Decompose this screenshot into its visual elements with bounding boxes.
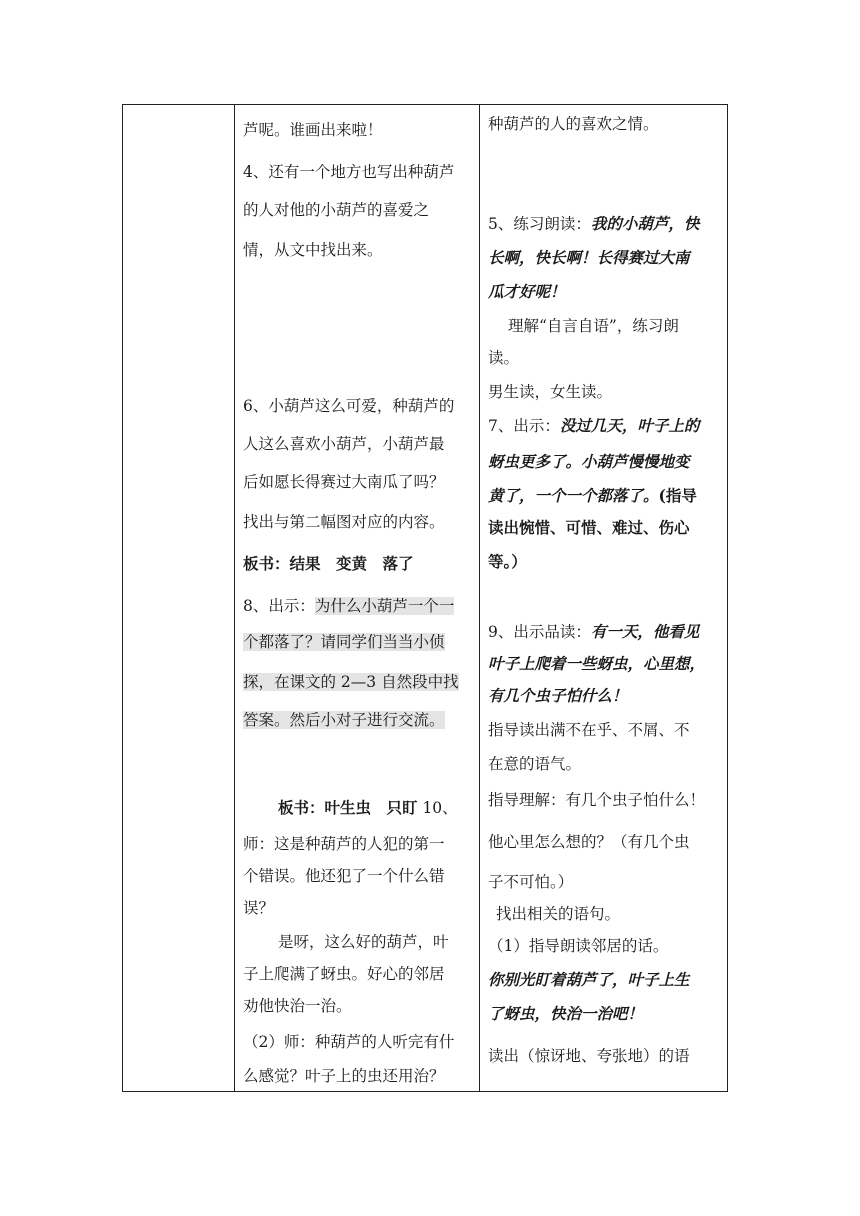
text-line: 理解“自言自语”，练习朗 (508, 317, 679, 335)
text-line: 劝他快治一治。 (243, 997, 352, 1015)
quoted-text: 我的小葫芦，快 (590, 214, 700, 233)
quoted-text: 瓜才好呢！ (488, 282, 566, 301)
text-line: 子不可怕。） (488, 873, 574, 891)
quoted-text: 长啊，快长啊！长得赛过大南 (488, 248, 690, 267)
quoted-text: 黄了，一个一个都落了。 (488, 486, 659, 505)
text-line: 他心里怎么想的？（有几个虫 (488, 833, 690, 851)
text-line: 师：这是种葫芦的人犯的第一 (243, 835, 445, 853)
table-left-border (122, 104, 123, 1092)
quoted-text: 叶子上爬着一些蚜虫，心里想， (488, 654, 706, 673)
text-line (488, 416, 699, 436)
quoted-text: 了蚜虫，快治一治吧！ (488, 1004, 644, 1023)
text-line: （1）指导朗读邻居的话。 (488, 937, 669, 955)
text-line: 芦呢。谁画出来啦！ (243, 121, 383, 139)
text-prefix: 7、出示： (488, 417, 560, 435)
text-prefix: 9、出示品读： (488, 623, 591, 641)
text-suffix: 10、 (417, 799, 458, 817)
highlighted-text: 答案。然后小对子进行交流。 (243, 711, 445, 729)
text-line (488, 486, 697, 506)
text-line: 读出（惊讶地、夸张地）的语 (488, 1047, 690, 1065)
highlighted-question: 为什么小葫芦一个一 (314, 597, 455, 615)
text-line (488, 214, 699, 234)
text-line: 6、小葫芦这么可爱，种葫芦的 (243, 397, 455, 415)
text-line (488, 622, 699, 642)
text-prefix: 5、练习朗读： (488, 215, 591, 233)
text-line: 人这么喜欢小葫芦，小葫芦最 (243, 435, 445, 453)
text-line: 4、还有一个地方也写出种葫芦 (243, 163, 455, 181)
quoted-text: 蚜虫更多了。小葫芦慢慢地变 (488, 452, 690, 471)
text-line (278, 798, 458, 818)
text-line: 情，从文中找出来。 (243, 241, 383, 259)
text-line: 个错误。他还犯了一个什么错 (243, 867, 445, 885)
text-line: 误？ (243, 899, 275, 917)
text-line: （2）师：种葫芦的人听完有什 (243, 1033, 455, 1051)
column-divider-1 (234, 104, 235, 1092)
text-line: 种葫芦的人的喜欢之情。 (488, 115, 659, 133)
guidance-text: 等。） (488, 552, 527, 571)
quoted-text: 有一天，他看见 (590, 622, 700, 641)
text-line: 的人对他的小葫芦的喜爱之 (243, 201, 430, 219)
text-line (243, 596, 454, 616)
text-line: 指导读出满不在乎、不屑、不 (488, 721, 690, 739)
quoted-text: 没过几天，叶子上的 (559, 416, 700, 435)
highlighted-text: 探，在课文的 2—3 自然段中找 (243, 673, 459, 691)
guidance-text: (指导 (658, 486, 697, 505)
text-line (243, 672, 459, 692)
quoted-text: 有几个虫子怕什么！ (488, 686, 628, 705)
text-line: 是呀，这么好的葫芦，叶 (278, 933, 449, 951)
quoted-text: 你别光盯着葫芦了，叶子上生 (488, 970, 690, 989)
text-line: 读。 (488, 349, 520, 367)
highlighted-text: 个都落了？请同学们当当小侦 (243, 633, 445, 651)
table-top-border (122, 104, 728, 105)
table-right-border (727, 104, 728, 1092)
text-line: 指导理解：有几个虫子怕什么！ (488, 791, 706, 809)
text-line: 子上爬满了蚜虫。好心的邻居 (243, 965, 445, 983)
text-line: 在意的语气。 (488, 755, 582, 773)
text-line: 么感觉？叶子上的虫还用治？ (243, 1067, 445, 1085)
board-note-result: 板书：结果 变黄 落了 (243, 554, 414, 573)
text-line: 后如愿长得赛过大南瓜了吗？ (243, 473, 445, 491)
guidance-text: 读出惋惜、可惜、难过、伤心 (488, 518, 690, 537)
board-note-insects: 板书：叶生虫 只盯 (278, 798, 418, 817)
text-prefix: 8、出示： (243, 597, 315, 615)
text-line: 男生读，女生读。 (488, 383, 613, 401)
column-divider-2 (479, 104, 480, 1092)
table-bottom-border (122, 1091, 728, 1092)
text-line (243, 710, 445, 730)
text-line (243, 632, 445, 652)
text-line: 找出相关的语句。 (496, 905, 621, 923)
text-line: 找出与第二幅图对应的内容。 (243, 513, 445, 531)
